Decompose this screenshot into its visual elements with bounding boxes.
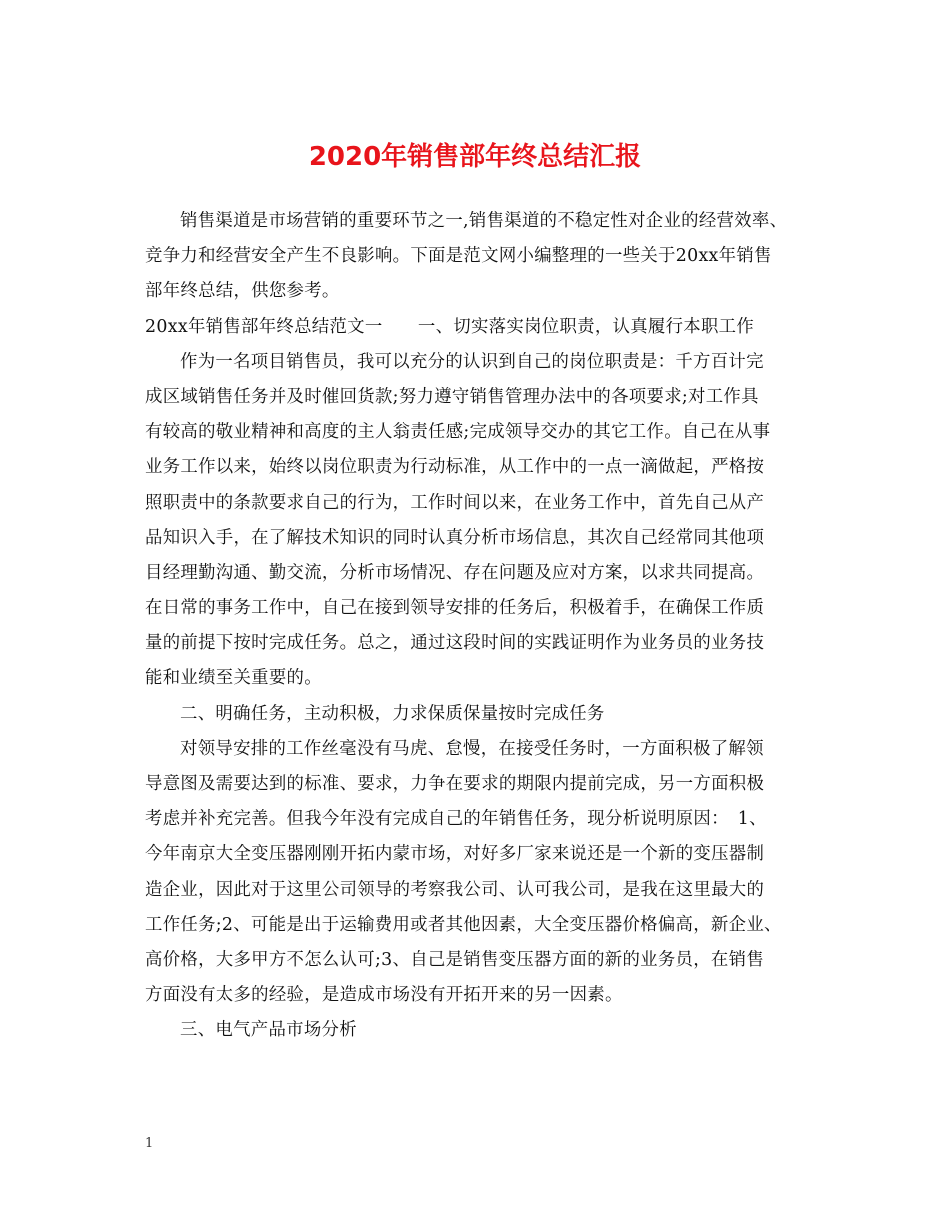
document-body bbox=[145, 204, 813, 1049]
text-line: 能和业绩至关重要的。 bbox=[145, 668, 322, 689]
text-line: 导意图及需要达到的标准、要求，力争在要求的期限内提前完成，另一方面积极 bbox=[145, 774, 765, 794]
text-line: 工作任务;2、可能是出于运输费用或者其他因素，大全变压器价格偏高，新企业、 bbox=[145, 914, 782, 935]
text-line: 在日常的事务工作中，自己在接到领导安排的任务后，积极着手，在确保工作质 bbox=[145, 598, 765, 619]
text-line: 三、电气产品市场分析 bbox=[180, 1020, 357, 1041]
text-line: 目经理勤沟通、勤交流，分析市场情况、存在问题及应对方案，以求共同提高。 bbox=[145, 562, 765, 583]
text-line: 成区域销售任务并及时催回货款;努力遵守销售管理办法中的各项要求;对工作具 bbox=[145, 386, 759, 407]
text-line: 对领导安排的工作丝毫没有马虎、怠慢，在接受任务时，一方面积极了解领 bbox=[180, 738, 764, 759]
text-line: 高价格，大多甲方不怎么认可;3、自己是销售变压器方面的新的业务员，在销售 bbox=[145, 949, 765, 970]
text-line: 竞争力和经营安全产生不良影响。下面是范文网小编整理的一些关于20xx年销售 bbox=[145, 246, 772, 267]
text-line: 考虑并补充完善。但我今年没有完成自己的年销售任务，现分析说明原因： 1、 bbox=[145, 809, 767, 830]
text-line: 有较高的敬业精神和高度的主人翁责任感;完成领导交办的其它工作。自己在从事 bbox=[145, 422, 771, 443]
text-line: 方面没有太多的经验，是造成市场没有开拓开来的另一因素。 bbox=[145, 985, 623, 1006]
text-line: 销售渠道是市场营销的重要环节之一,销售渠道的不稳定性对企业的经营效率、 bbox=[180, 211, 788, 231]
text-line: 20xx年销售部年终总结范文一 一、切实落实岗位职责，认真履行本职工作 bbox=[145, 316, 755, 337]
text-line: 品知识入手，在了解技术知识的同时认真分析市场信息，其次自己经常同其他项 bbox=[145, 527, 765, 548]
text-line: 造企业，因此对于这里公司领导的考察我公司、认可我公司，是我在这里最大的 bbox=[145, 879, 765, 900]
text-line: 二、明确任务，主动积极，力求保质保量按时完成任务 bbox=[180, 703, 605, 724]
page-number: 1 bbox=[145, 1136, 154, 1151]
text-line: 量的前提下按时完成任务。总之，通过这段时间的实践证明作为业务员的业务技 bbox=[145, 633, 765, 654]
text-line: 今年南京大全变压器刚刚开拓内蒙市场，对好多厂家来说还是一个新的变压器制 bbox=[145, 844, 765, 865]
text-line: 部年终总结，供您参考。 bbox=[145, 281, 340, 302]
text-line: 作为一名项目销售员，我可以充分的认识到自己的岗位职责是：千方百计完 bbox=[180, 351, 764, 372]
text-line: 照职责中的条款要求自己的行为，工作时间以来，在业务工作中，首先自己从产 bbox=[145, 492, 765, 513]
text-line: 业务工作以来，始终以岗位职责为行动标准，从工作中的一点一滴做起，严格按 bbox=[145, 457, 765, 478]
document-title: 2020年销售部年终总结汇报 bbox=[308, 142, 642, 172]
